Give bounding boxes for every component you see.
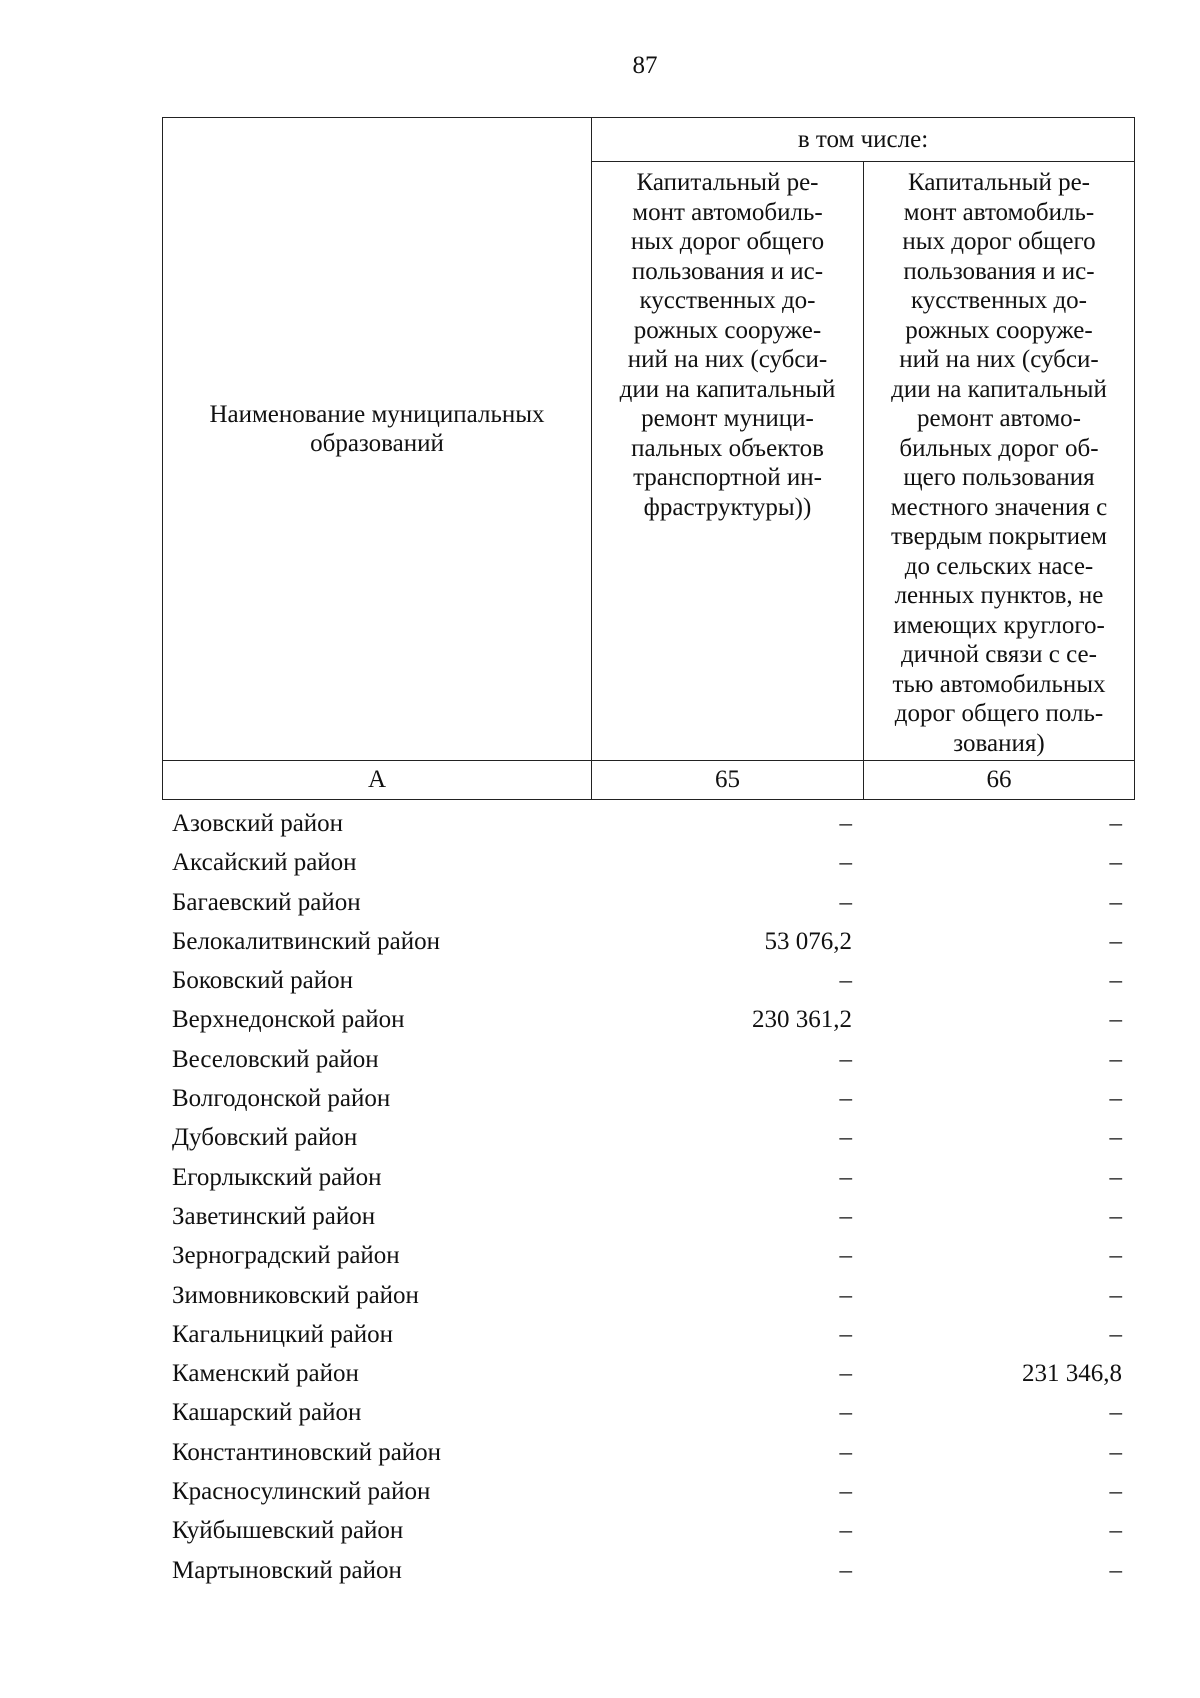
value-col-65: – bbox=[839, 849, 852, 877]
value-col-65: – bbox=[839, 1478, 852, 1506]
value-col-66: – bbox=[1109, 888, 1122, 916]
value-col-65: – bbox=[839, 1085, 852, 1113]
value-col-66: – bbox=[1109, 1242, 1122, 1270]
value-col-65: – bbox=[839, 1556, 852, 1584]
value-col-66: – bbox=[1109, 967, 1122, 995]
value-col-66: – bbox=[1109, 1281, 1122, 1309]
column-group-header: в том числе: bbox=[592, 118, 1135, 162]
value-col-65: – bbox=[839, 1517, 852, 1545]
table-row bbox=[162, 884, 1134, 923]
municipality-name: Багаевский район bbox=[172, 888, 361, 916]
municipality-name: Зимовниковский район bbox=[172, 1281, 419, 1309]
value-col-66: – bbox=[1109, 849, 1122, 877]
municipality-name: Кагальницкий район bbox=[172, 1320, 394, 1348]
table-row bbox=[162, 1159, 1134, 1198]
table-row bbox=[162, 923, 1134, 962]
table-row bbox=[162, 1355, 1134, 1394]
value-col-66: – bbox=[1109, 1320, 1122, 1348]
table-row bbox=[162, 1512, 1134, 1551]
value-col-66: – bbox=[1109, 1202, 1122, 1230]
municipality-name: Аксайский район bbox=[172, 849, 357, 877]
table-row bbox=[162, 1080, 1134, 1119]
table-row bbox=[162, 1198, 1134, 1237]
municipality-name: Верхнедонской район bbox=[172, 1006, 405, 1034]
value-col-66: – bbox=[1109, 1399, 1122, 1427]
page-number: 87 bbox=[632, 52, 658, 79]
table-row bbox=[162, 844, 1134, 883]
value-col-66: – bbox=[1109, 1517, 1122, 1545]
value-col-65: – bbox=[839, 1045, 852, 1073]
value-col-66: – bbox=[1109, 1163, 1122, 1191]
value-col-65: – bbox=[839, 967, 852, 995]
municipality-name: Азовский район bbox=[172, 810, 344, 837]
municipality-name: Белокалитвинский район bbox=[172, 927, 440, 955]
table-row bbox=[162, 1041, 1134, 1080]
value-col-66: 231 346,8 bbox=[1022, 1360, 1122, 1388]
value-col-65: – bbox=[839, 1124, 852, 1152]
table-row bbox=[162, 1552, 1134, 1591]
municipality-name: Красносулинский район bbox=[172, 1478, 431, 1506]
value-col-66: – bbox=[1109, 1556, 1122, 1584]
municipality-name: Боковский район bbox=[172, 967, 353, 995]
value-col-66: – bbox=[1109, 927, 1122, 955]
value-col-66: – bbox=[1109, 1045, 1122, 1073]
column-number-65: 65 bbox=[592, 761, 864, 800]
table-body bbox=[162, 805, 1134, 1591]
value-col-66: – bbox=[1109, 1438, 1122, 1466]
table-row bbox=[162, 1001, 1134, 1040]
column-header-municipality: Наименование муниципальных образований bbox=[163, 118, 592, 761]
value-col-65: – bbox=[839, 1281, 852, 1309]
municipality-name: Кашарский район bbox=[172, 1399, 362, 1427]
column-header-66: Капитальный ре- монт автомобиль- ных дорог общего пользования и ис- кусственных до- рожных сооруже- ний на них (субси- дии на капитальный ремонт автомо- бильных дорог об- щего пользования местного значения с твердым покрытием до сельских насе- ленных пунктов, не имеющих круглого- дичной связи с се- тью автомобильных дорог общего поль- зования) bbox=[864, 162, 1135, 761]
table-row bbox=[162, 1277, 1134, 1316]
municipality-name: Куйбышевский район bbox=[172, 1517, 404, 1545]
municipality-name: Константиновский район bbox=[172, 1438, 442, 1466]
value-col-65: – bbox=[839, 1438, 852, 1466]
column-number-a: А bbox=[163, 761, 592, 800]
value-col-66: – bbox=[1109, 1124, 1122, 1152]
column-number-66: 66 bbox=[864, 761, 1135, 800]
value-col-65: – bbox=[839, 810, 852, 837]
table-row bbox=[162, 1473, 1134, 1512]
value-col-65: – bbox=[839, 1399, 852, 1427]
municipality-name: Волгодонской район bbox=[172, 1085, 391, 1113]
value-col-65: 230 361,2 bbox=[752, 1006, 852, 1034]
value-col-65: 53 076,2 bbox=[764, 927, 852, 955]
value-col-66: – bbox=[1109, 1478, 1122, 1506]
table-row bbox=[162, 962, 1134, 1001]
municipality-name: Дубовский район bbox=[172, 1124, 358, 1152]
municipality-name: Мартыновский район bbox=[172, 1556, 402, 1584]
value-col-65: – bbox=[839, 1202, 852, 1230]
municipality-name: Егорлыкский район bbox=[172, 1163, 382, 1191]
value-col-65: – bbox=[839, 1163, 852, 1191]
value-col-65: – bbox=[839, 1320, 852, 1348]
municipality-name: Заветинский район bbox=[172, 1202, 376, 1230]
table-row bbox=[162, 1237, 1134, 1276]
value-col-65: – bbox=[839, 1242, 852, 1270]
table-header bbox=[162, 117, 1135, 800]
value-col-66: – bbox=[1109, 810, 1122, 837]
table-row bbox=[162, 1119, 1134, 1158]
table-row bbox=[162, 1434, 1134, 1473]
value-col-66: – bbox=[1109, 1085, 1122, 1113]
municipality-name: Каменский район bbox=[172, 1360, 359, 1388]
table-row bbox=[162, 1316, 1134, 1355]
municipality-name: Веселовский район bbox=[172, 1045, 379, 1073]
municipality-name: Зерноградский район bbox=[172, 1242, 400, 1270]
column-header-65: Капитальный ре- монт автомобиль- ных дорог общего пользования и ис- кусственных до- рожных сооруже- ний на них (субси- дии на капитальный ремонт муници- пальных объектов транспортной ин- фраструктуры)) bbox=[592, 162, 864, 761]
table-row bbox=[162, 805, 1134, 844]
value-col-65: – bbox=[839, 1360, 852, 1388]
value-col-65: – bbox=[839, 888, 852, 916]
table-row bbox=[162, 1394, 1134, 1433]
value-col-66: – bbox=[1109, 1006, 1122, 1034]
